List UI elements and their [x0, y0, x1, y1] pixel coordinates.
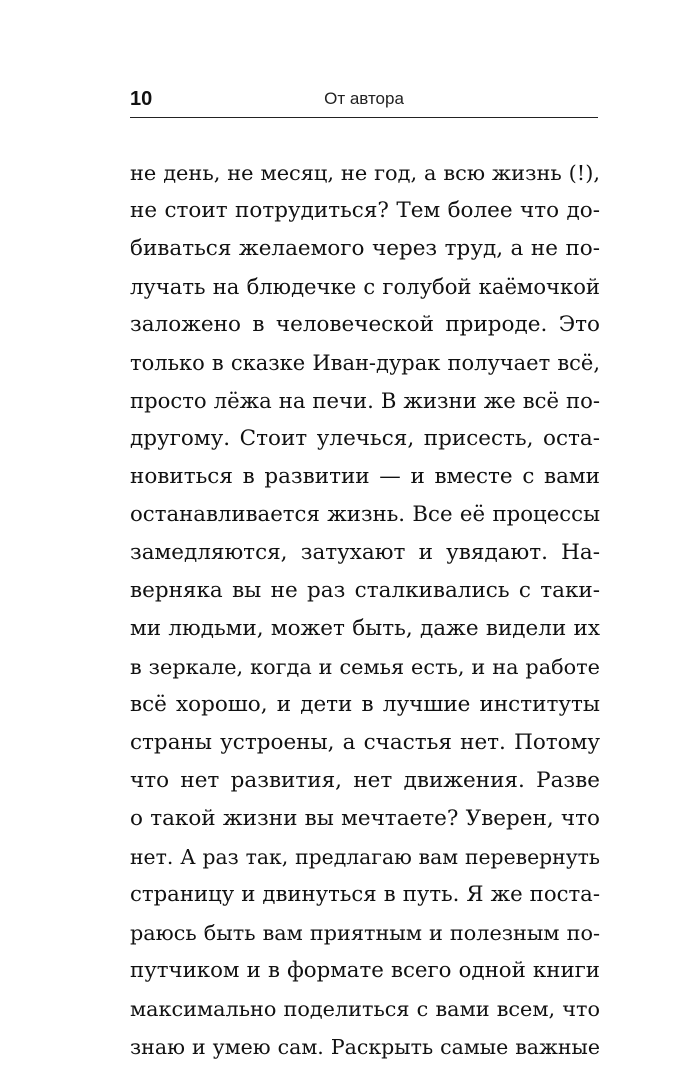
text-line: ми людьми, может быть, даже видели их: [130, 616, 600, 641]
text-line: просто лёжа на печи. В жизни же всё по-: [130, 388, 600, 413]
text-line: заложено в человеческой природе. Это: [130, 312, 600, 337]
text-line: о такой жизни вы мечтаете? Уверен, что: [130, 806, 600, 831]
text-line: замедляются, затухают и увядают. На-: [130, 540, 600, 565]
text-line: новиться в развитии — и вместе с вами: [130, 464, 600, 489]
text-line: останавливается жизнь. Все её процессы: [130, 502, 600, 527]
text-line: в зеркале, когда и семья есть, и на работе: [130, 655, 600, 679]
text-line: не стоит потрудиться? Тем более что до-: [130, 198, 600, 223]
text-line: раюсь быть вам приятным и полезным по-: [130, 921, 600, 945]
text-line: лучать на блюдечке с голубой каёмочкой: [130, 274, 600, 299]
text-line: страны устроены, а счастья нет. Потому: [130, 730, 600, 755]
text-line: другому. Стоит улечься, присесть, оста-: [130, 426, 600, 451]
text-line: не день, не месяц, не год, а всю жизнь (!),: [130, 161, 600, 185]
header-rule: [130, 117, 598, 118]
text-line: верняка вы не раз сталкивались с таки-: [130, 578, 600, 603]
body-text: [130, 154, 600, 1066]
text-line: страницу и двинуться в путь. Я же поста-: [130, 882, 600, 907]
text-line: биваться желаемого через труд, а не по-: [130, 236, 600, 261]
running-head: От автора: [324, 89, 404, 108]
text-line: что нет развития, нет движения. Разве: [130, 768, 600, 793]
text-line: только в сказке Иван-дурак получает всё,: [130, 351, 600, 375]
text-line: путчиком и в формате всего одной книги: [130, 958, 600, 983]
text-line: максимально поделиться с вами всем, что: [130, 997, 600, 1021]
text-line: всё хорошо, и дети в лучшие институты: [130, 692, 600, 717]
text-line: знаю и умею сам. Раскрыть самые важные: [130, 1035, 600, 1059]
page-number: 10: [130, 88, 153, 110]
page-header: [130, 86, 598, 112]
text-line: нет. А раз так, предлагаю вам перевернуть: [130, 845, 600, 869]
